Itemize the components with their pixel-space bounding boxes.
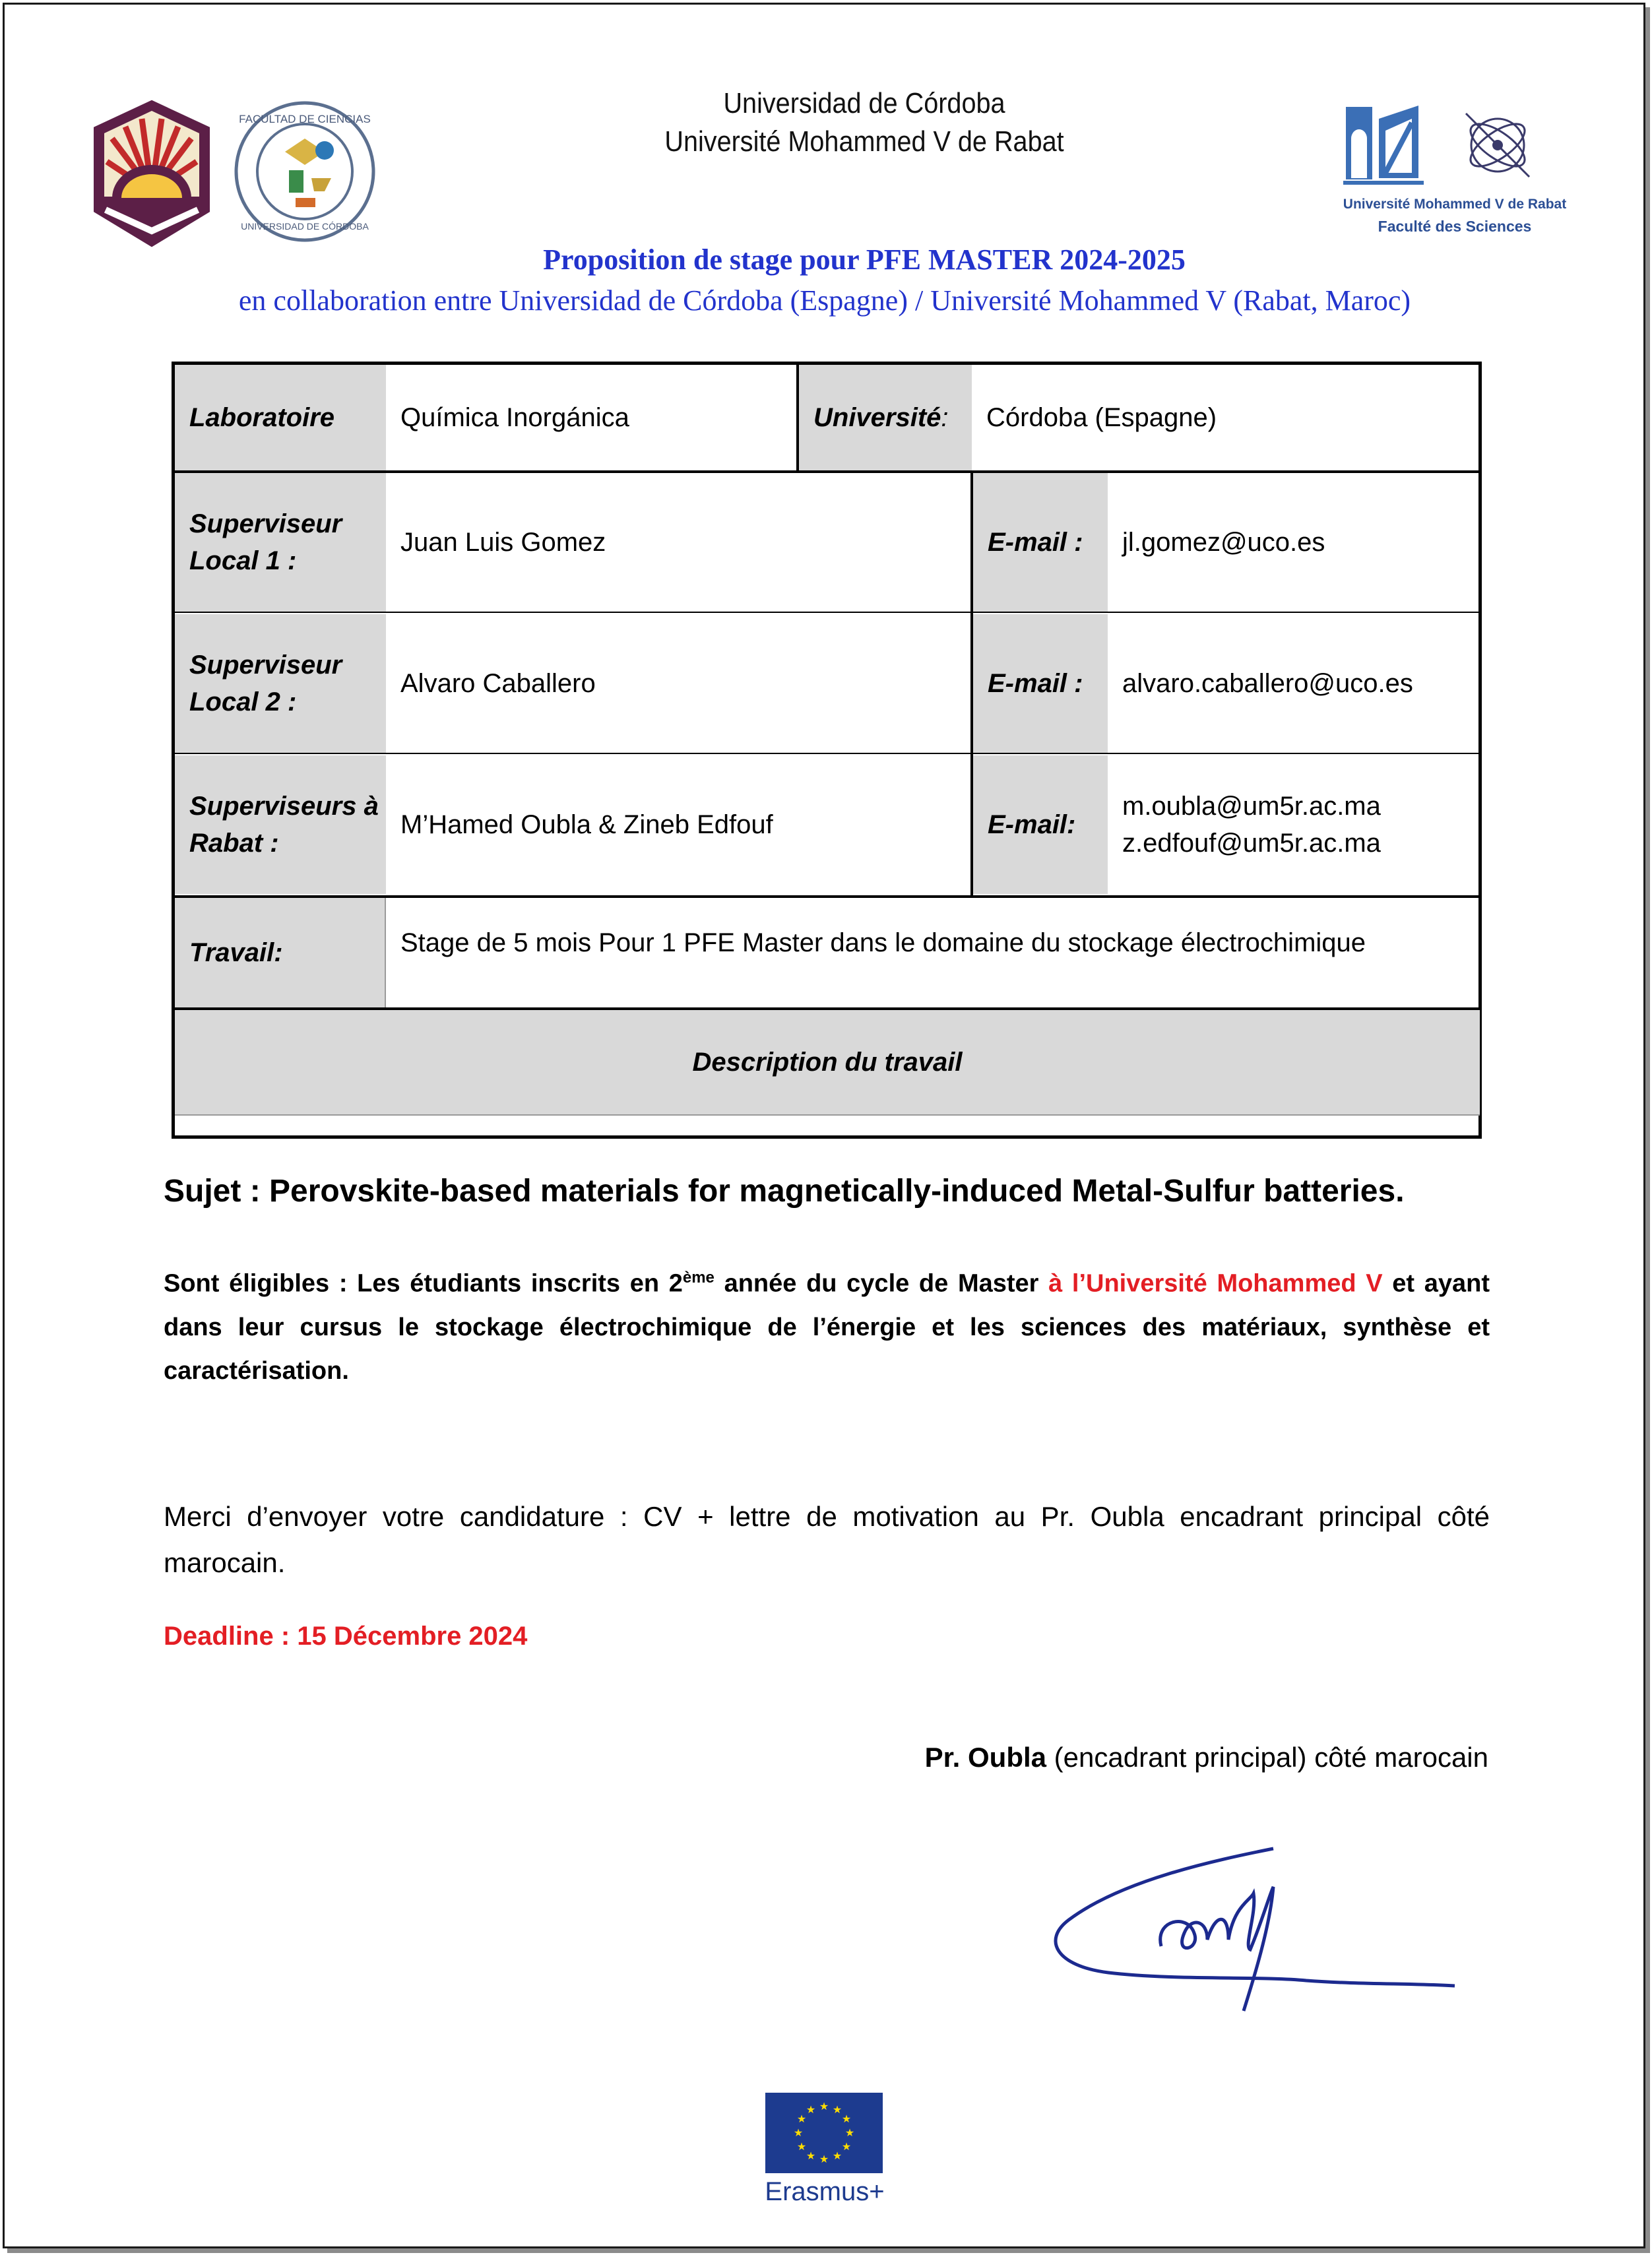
universidad-cordoba-crest-logo [92, 99, 211, 248]
universite-value: Córdoba (Espagne) [986, 403, 1217, 432]
email-3-line2: z.edfouf@um5r.ac.ma [1122, 829, 1381, 858]
deadline: Deadline : 15 Décembre 2024 [164, 1622, 528, 1651]
superviseur-local-1-label: Superviseur Local 1 : [175, 473, 386, 612]
universite-mohammed-v-logo [1339, 99, 1428, 191]
right-logo-caption-line2: Faculté des Sciences [1378, 218, 1532, 235]
seal-text-top: FACULTAD DE CIENCIAS [239, 113, 371, 125]
email-1-value: jl.gomez@uco.es [1122, 528, 1325, 557]
superviseurs-rabat-label: Superviseurs à Rabat : [175, 755, 386, 894]
description-du-travail-header: Description du travail [175, 1010, 1480, 1114]
proposal-subtitle: en collaboration entre Universidad de Córdoba (Espagne) / Université Mohammed V (Rabat, Maroc) [238, 284, 1411, 317]
table-rule [175, 470, 1480, 473]
laboratoire-label: Laboratoire [175, 365, 386, 470]
eligibility-university-highlight: à l’Université Mohammed V [1048, 1269, 1383, 1298]
svg-text:★: ★ [832, 2103, 842, 2116]
svg-text:★: ★ [844, 2126, 855, 2139]
internship-info-table [172, 362, 1482, 1139]
eu-flag-icon [765, 2093, 883, 2173]
superviseur-local-2-label: Superviseur Local 2 : [175, 614, 386, 753]
seal-text-bottom: UNIVERSIDAD DE CÓRDOBA [241, 221, 369, 232]
email-3-label: E-mail: [973, 755, 1108, 894]
right-logo-caption-line1: Université Mohammed V de Rabat [1343, 197, 1567, 212]
table-rule [385, 898, 386, 1007]
table-rule [970, 470, 973, 895]
svg-text:★: ★ [819, 2100, 829, 2112]
faculte-des-sciences-atom-logo [1458, 106, 1537, 185]
table-rule [175, 753, 1480, 754]
svg-text:★: ★ [806, 2149, 816, 2162]
svg-text:★: ★ [819, 2153, 829, 2165]
svg-text:★: ★ [841, 2112, 852, 2125]
svg-text:★: ★ [796, 2112, 807, 2125]
proposal-title: Proposition de stage pour PFE MASTER 2024-2025 [543, 243, 1186, 276]
sujet-heading: Sujet : Perovskite-based materials for magnetically-induced Metal-Sulfur batteries. [164, 1174, 1405, 1209]
table-rule [175, 612, 1480, 613]
superviseur-local-1-value: Juan Luis Gomez [400, 528, 606, 557]
facultad-de-ciencias-seal [232, 99, 377, 244]
svg-text:★: ★ [796, 2140, 807, 2153]
signoff: Pr. Oubla (encadrant principal) côté marocain [924, 1742, 1488, 1773]
email-2-label: E-mail : [973, 614, 1108, 753]
table-rule [175, 1007, 1480, 1010]
universite-colon: : [941, 403, 949, 432]
superviseur-local-2-value: Alvaro Caballero [400, 669, 596, 698]
university-name-cordoba: Universidad de Córdoba [723, 87, 1005, 119]
university-name-rabat: Université Mohammed V de Rabat [664, 125, 1064, 158]
svg-text:★: ★ [841, 2140, 852, 2153]
superviseurs-rabat-value: M’Hamed Oubla & Zineb Edfouf [400, 810, 773, 839]
erasmus-plus-label: Erasmus+ [765, 2177, 885, 2206]
handwritten-signature [1042, 1834, 1465, 2019]
svg-text:★: ★ [832, 2149, 842, 2162]
email-3-value [1108, 755, 1480, 894]
svg-text:★: ★ [793, 2126, 804, 2139]
email-2-value: alvaro.caballero@uco.es [1122, 669, 1413, 698]
travail-label: Travail: [175, 898, 386, 1007]
svg-text:★: ★ [806, 2103, 816, 2116]
application-instructions: Merci d’envoyer votre candidature : CV + lettre de motivation au Pr. Oubla encadrant principal côté marocain. [164, 1501, 1490, 1578]
table-rule [175, 895, 1480, 898]
table-rule [796, 365, 799, 470]
eligibility-paragraph: Sont éligibles : Les étudiants inscrits en 2ème année du cycle de Master à l’Université Mohammed V et ayant dans leur cursus le stockage électrochimique de l’énergie et les sciences des matériaux, synthèse et caractérisation. [164, 1269, 1490, 1385]
email-3-line1: m.oubla@um5r.ac.ma [1122, 792, 1381, 821]
email-1-label: E-mail : [973, 473, 1108, 612]
universite-label: Université : [799, 365, 972, 470]
table-rule [175, 1114, 1480, 1116]
travail-value: Stage de 5 mois Pour 1 PFE Master dans le domaine du stockage électrochimique [400, 928, 1366, 957]
laboratoire-value: Química Inorgánica [400, 403, 629, 432]
